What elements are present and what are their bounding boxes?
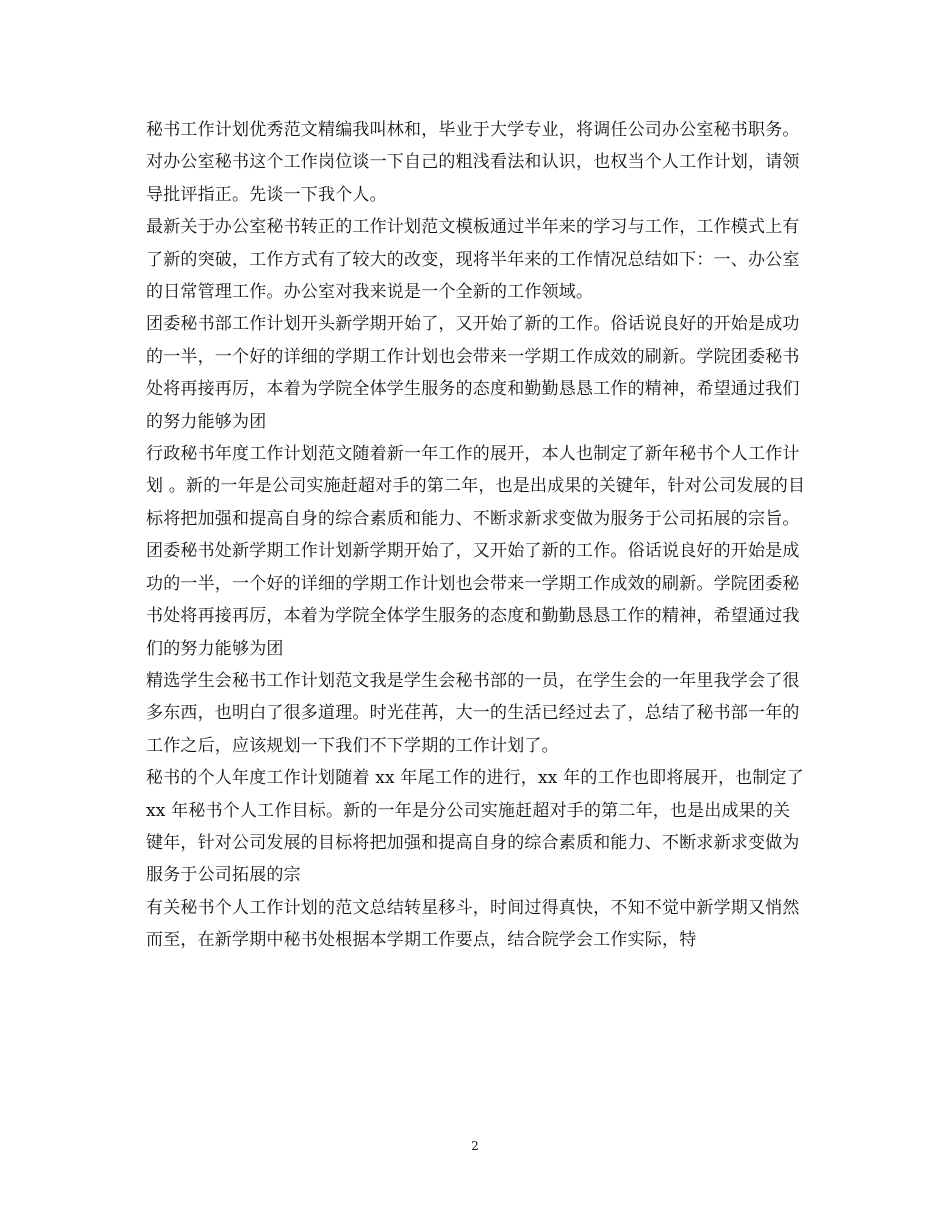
paragraph-4: 行政秘书年度工作计划范文随着新一年工作的展开，本人也制定了新年秘书个人工作计划 。新的一年是公司实施赶超对手的第二年，也是出成果的关键年，针对公司发展的目标将把加强和提高自身的综合素质和能力、不断求新求变做为服务于公司拓展的宗旨。 bbox=[146, 444, 806, 529]
paragraph-7: 秘书的个人年度工作计划随着 xx 年尾工作的进行，xx 年的工作也即将展开，也制定了 xx 年秘书个人工作目标。新的一年是分公司实施赶超对手的第二年，也是出成果的关键年，针对公司发展的目标将把加强和提高自身的综合素质和能力、不断求新求变做为服务于公司拓展的宗 bbox=[146, 768, 804, 886]
paragraph-6: 精选学生会秘书工作计划范文我是学生会秘书部的一员，在学生会的一年里我学会了很多东西，也明白了很多道理。时光荏苒，大一的生活已经过去了，总结了秘书部一年的工作之后，应该规划一下我们不下学期的工作计划了。 bbox=[146, 670, 800, 756]
paragraph-3: 团委秘书部工作计划开头新学期开始了，又开始了新的工作。俗话说良好的开始是成功的一半，一个好的详细的学期工作计划也会带来一学期工作成效的刷新。学院团委秘书处将再接再厉，本着为学院全体学生服务的态度和勤勤恳恳工作的精神，希望通过我们的努力能够为团 bbox=[146, 314, 800, 432]
page-number: 2 bbox=[471, 1139, 479, 1153]
paragraph-2: 最新关于办公室秘书转正的工作计划范文模板通过半年来的学习与工作，工作模式上有了新的突破，工作方式有了较大的改变，现将半年来的工作情况总结如下：一、办公室的日常管理工作。办公室对我来说是一个全新的工作领域。 bbox=[146, 217, 800, 303]
paragraph-5: 团委秘书处新学期工作计划新学期开始了，又开始了新的工作。俗话说良好的开始是成功的一半，一个好的详细的学期工作计划也会带来一学期工作成效的刷新。学院团委秘书处将再接再厉，本着为学院全体学生服务的态度和勤勤恳恳工作的精神，希望通过我们的努力能够为团 bbox=[146, 541, 800, 659]
paragraph-1: 秘书工作计划优秀范文精编我叫林和，毕业于大学专业，将调任公司办公室秘书职务。对办公室秘书这个工作岗位谈一下自己的粗浅看法和认识，也权当个人工作计划，请领导批评指正。先谈一下我个人。 bbox=[146, 120, 800, 205]
document-body bbox=[146, 114, 806, 957]
paragraph-8: 有关秘书个人工作计划的范文总结转星移斗，时间过得真快，不知不觉中新学期又悄然而至，在新学期中秘书处根据本学期工作要点，结合院学会工作实际，特 bbox=[146, 897, 800, 951]
